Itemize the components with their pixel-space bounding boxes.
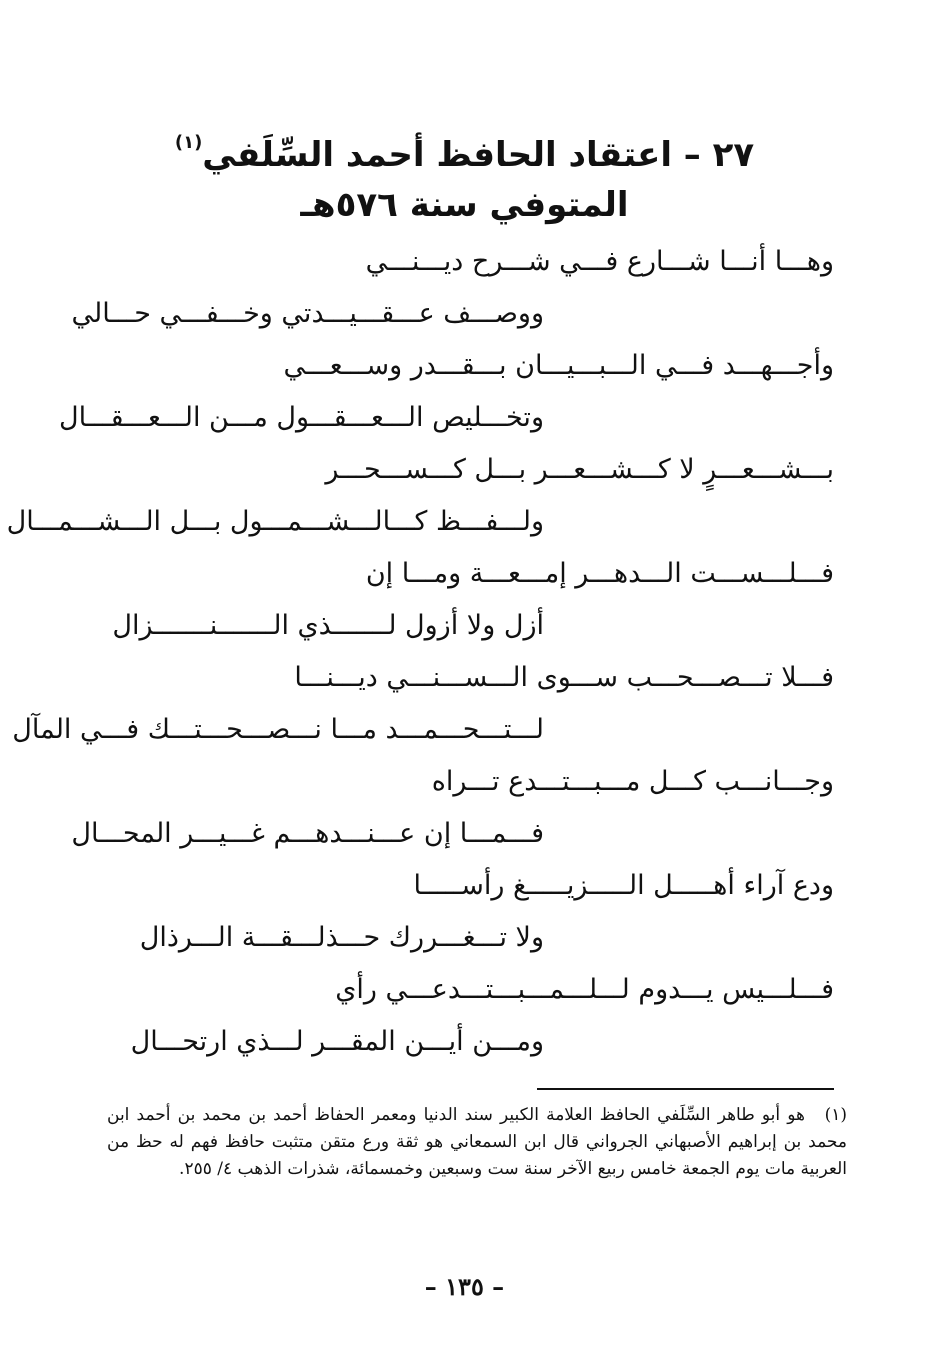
footnote-text: هو أبو طاهر السِّلَفي الحافظ العلامة الكبير سند الدنيا ومعمر الحفاظ أحمد بن محمد بن أحمد ابن محمد بن إبراهيم الأصبهاني الجرواني قال ابن السمعاني هو ثقة ورع متقن متثبت حافظ فهم له حظ من العربية مات يوم الجمعة خامس ربيع الآخر سنة ست وسبعين وخمسمائة، شذرات الذهب ٤/ ٢٥٥. <box>107 1105 847 1179</box>
page-number: – ١٣٥ – <box>424 1272 505 1301</box>
chapter-heading <box>0 118 929 230</box>
verse-first-half: وأجـــهـــد فـــي الـــبـــيـــان بـــقـــدر وســـعـــي <box>283 350 834 381</box>
verse-second-half: فـــمـــا إن عـــنـــدهـــم غـــيـــر المحـــال <box>71 818 544 849</box>
verse-first-half: وجـــانـــب كـــل مـــبـــتـــدع تـــراه <box>431 766 834 797</box>
footnote <box>107 1102 847 1183</box>
footnote-number: (١) <box>824 1105 847 1125</box>
verse-second-half: ووصـــف عـــقـــيـــدتي وخـــفـــي حـــالي <box>71 298 544 329</box>
verse <box>0 340 929 444</box>
verse-first-half: ودع آراء أهـــــل الـــــزيـــــغ رأســـــا <box>413 870 834 901</box>
verse <box>0 756 929 860</box>
verse-second-half: أزل ولا أزول لـــــــذي الـــــــنـــــــزال <box>112 610 544 641</box>
verse <box>0 964 929 1068</box>
poem <box>0 236 929 1068</box>
footnote-divider <box>537 1088 834 1090</box>
verse <box>0 548 929 652</box>
verse-second-half: ولـــفـــظ كـــالـــشـــمـــول بـــل الـــشـــمـــال <box>6 506 544 537</box>
chapter-title <box>0 118 929 180</box>
verse-first-half: فـــلـــســـت الـــدهـــر إمـــعـــة ومـــا إن <box>365 558 834 589</box>
verse-second-half: وتخـــليص الـــعـــقـــول مـــن الـــعـــقـــال <box>59 402 544 433</box>
verse-second-half: ولا تـــغـــررك حـــذلـــقـــة الـــرذال <box>139 922 544 953</box>
verse <box>0 236 929 340</box>
footnote-marker: (١) <box>174 132 203 153</box>
verse-first-half: فـــلا تـــصـــحـــب ســـوى الـــســـنـــي ديـــنـــا <box>294 662 834 693</box>
chapter-title-text: ٢٧ – اعتقاد الحافظ أحمد السِّلَفي <box>202 135 755 175</box>
verse <box>0 860 929 964</box>
chapter-subtitle: المتوفي سنة ٥٧٦هـ <box>300 185 629 225</box>
verse <box>0 652 929 756</box>
verse-second-half: لـــتـــحـــمـــد مـــا نـــصـــحـــتـــك فـــي المآل <box>12 714 544 745</box>
verse-first-half: فـــلـــيس يـــدوم لـــلـــمـــبـــتـــدعـــي رأي <box>335 974 834 1005</box>
verse-first-half: بـــشـــعـــرٍ لا كـــشـــعـــر بـــل كـــســـحـــر <box>325 454 834 485</box>
verse <box>0 444 929 548</box>
verse-second-half: ومـــن أيـــن المقـــر لـــذي ارتحـــال <box>130 1026 544 1057</box>
verse-first-half: وهـــا أنـــا شـــارع فـــي شـــرح ديـــنـــي <box>365 246 834 277</box>
